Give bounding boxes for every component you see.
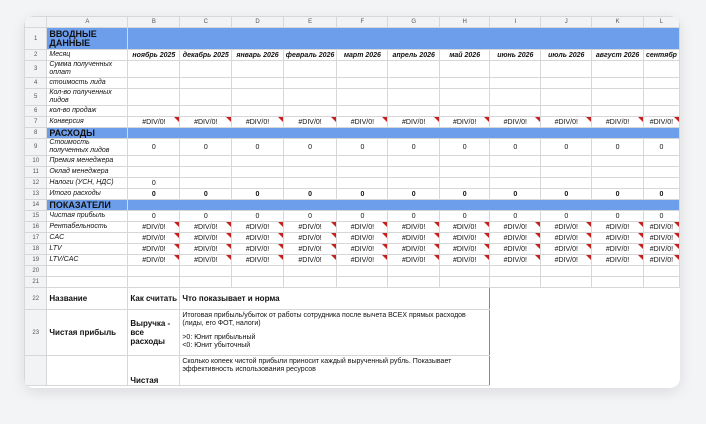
error-cell[interactable]: #DIV/0! bbox=[283, 255, 337, 266]
sheet-row bbox=[25, 211, 680, 222]
value-cell[interactable] bbox=[283, 156, 337, 167]
value-cell[interactable] bbox=[439, 106, 489, 117]
value-cell[interactable] bbox=[128, 106, 180, 117]
month-header-cell[interactable]: декабрь 2025 bbox=[180, 50, 232, 61]
section-header[interactable]: РАСХОДЫ bbox=[47, 128, 128, 139]
error-cell[interactable]: #DIV/0! bbox=[388, 117, 440, 128]
value-cell[interactable]: 0 bbox=[439, 139, 489, 156]
value-cell[interactable]: 0 bbox=[490, 211, 541, 222]
column-header-l[interactable]: L bbox=[643, 17, 679, 28]
row-number[interactable]: 13 bbox=[25, 189, 47, 200]
desc-line: <0: Юнит убыточный bbox=[182, 342, 251, 349]
value-cell[interactable] bbox=[541, 178, 592, 189]
cell[interactable] bbox=[490, 266, 541, 277]
error-cell[interactable]: #DIV/0! bbox=[643, 222, 679, 233]
error-cell[interactable]: #DIV/0! bbox=[439, 244, 489, 255]
value-cell[interactable]: 0 bbox=[541, 211, 592, 222]
value-cell[interactable]: 0 bbox=[592, 211, 644, 222]
row-number[interactable] bbox=[25, 356, 47, 386]
value-cell[interactable] bbox=[180, 167, 232, 178]
error-cell[interactable]: #DIV/0! bbox=[490, 233, 541, 244]
column-header-a[interactable]: A bbox=[47, 17, 128, 28]
row-number[interactable]: 14 bbox=[25, 200, 47, 211]
legend-header-how[interactable]: Как считать bbox=[128, 288, 180, 310]
row-number[interactable]: 20 bbox=[25, 266, 47, 277]
error-cell[interactable]: #DIV/0! bbox=[439, 255, 489, 266]
value-cell[interactable] bbox=[490, 78, 541, 89]
row-label[interactable]: стоимость лида bbox=[47, 78, 128, 89]
error-cell[interactable]: #DIV/0! bbox=[232, 233, 284, 244]
month-header-cell[interactable]: март 2026 bbox=[337, 50, 388, 61]
value-cell[interactable] bbox=[490, 167, 541, 178]
value-cell[interactable] bbox=[592, 89, 644, 106]
value-cell[interactable] bbox=[592, 178, 644, 189]
value-cell[interactable]: 0 bbox=[180, 211, 232, 222]
value-cell[interactable] bbox=[128, 61, 180, 78]
value-cell[interactable] bbox=[592, 106, 644, 117]
value-cell[interactable]: 0 bbox=[232, 139, 284, 156]
value-cell[interactable] bbox=[541, 156, 592, 167]
value-cell[interactable] bbox=[180, 156, 232, 167]
value-cell[interactable]: 0 bbox=[643, 189, 679, 200]
value-cell[interactable] bbox=[180, 178, 232, 189]
value-cell[interactable] bbox=[337, 61, 388, 78]
cell[interactable] bbox=[180, 266, 232, 277]
error-cell[interactable]: #DIV/0! bbox=[180, 255, 232, 266]
row-number[interactable]: 12 bbox=[25, 178, 47, 189]
cell[interactable] bbox=[337, 266, 388, 277]
error-cell[interactable]: #DIV/0! bbox=[490, 222, 541, 233]
error-cell[interactable]: #DIV/0! bbox=[643, 117, 679, 128]
value-cell[interactable]: 0 bbox=[128, 189, 180, 200]
column-header-row bbox=[25, 17, 680, 28]
error-cell[interactable]: #DIV/0! bbox=[541, 222, 592, 233]
value-cell[interactable] bbox=[541, 106, 592, 117]
row-label[interactable]: Стоимость полученных лидов bbox=[47, 139, 128, 156]
select-all-corner[interactable] bbox=[25, 17, 47, 28]
error-cell[interactable]: #DIV/0! bbox=[388, 255, 440, 266]
section-band[interactable] bbox=[128, 128, 680, 139]
sheet-row bbox=[25, 128, 680, 139]
legend-metric-how[interactable]: Выручка - все расходы bbox=[128, 310, 180, 356]
error-cell[interactable]: #DIV/0! bbox=[128, 244, 180, 255]
value-cell[interactable]: 0 bbox=[541, 189, 592, 200]
row-label[interactable]: кол-во продаж bbox=[47, 106, 128, 117]
cell[interactable] bbox=[283, 277, 337, 288]
error-cell[interactable]: #DIV/0! bbox=[232, 255, 284, 266]
sheet-row bbox=[25, 28, 680, 50]
cell[interactable] bbox=[128, 266, 180, 277]
row-label[interactable]: LTV/CAC bbox=[47, 255, 128, 266]
value-cell[interactable] bbox=[232, 167, 284, 178]
value-cell[interactable] bbox=[232, 61, 284, 78]
column-header-f[interactable]: F bbox=[337, 17, 388, 28]
error-cell[interactable]: #DIV/0! bbox=[180, 222, 232, 233]
month-header-cell[interactable]: август 2026 bbox=[592, 50, 644, 61]
value-cell[interactable] bbox=[283, 78, 337, 89]
error-cell[interactable]: #DIV/0! bbox=[180, 117, 232, 128]
row-label[interactable]: Чистая прибыль bbox=[47, 211, 128, 222]
cell[interactable] bbox=[643, 277, 679, 288]
cell[interactable] bbox=[128, 277, 180, 288]
value-cell[interactable]: 0 bbox=[388, 189, 440, 200]
value-cell[interactable] bbox=[592, 78, 644, 89]
error-cell[interactable]: #DIV/0! bbox=[128, 233, 180, 244]
error-cell[interactable]: #DIV/0! bbox=[180, 244, 232, 255]
cell[interactable] bbox=[439, 266, 489, 277]
value-cell[interactable] bbox=[643, 178, 679, 189]
error-cell[interactable]: #DIV/0! bbox=[643, 233, 679, 244]
row-number[interactable]: 15 bbox=[25, 211, 47, 222]
spreadsheet-card bbox=[24, 16, 680, 388]
column-header-k[interactable]: K bbox=[592, 17, 644, 28]
legend-metric-how[interactable]: Чистая bbox=[128, 356, 180, 386]
value-cell[interactable] bbox=[388, 78, 440, 89]
value-cell[interactable] bbox=[180, 89, 232, 106]
value-cell[interactable] bbox=[541, 78, 592, 89]
error-cell[interactable]: #DIV/0! bbox=[541, 244, 592, 255]
row-number[interactable]: 9 bbox=[25, 139, 47, 156]
cell[interactable] bbox=[388, 277, 440, 288]
value-cell[interactable] bbox=[490, 61, 541, 78]
value-cell[interactable] bbox=[643, 78, 679, 89]
row-label[interactable]: Налоги (УСН, НДС) bbox=[47, 178, 128, 189]
value-cell[interactable] bbox=[643, 106, 679, 117]
value-cell[interactable] bbox=[643, 61, 679, 78]
cell[interactable] bbox=[180, 277, 232, 288]
error-cell[interactable]: #DIV/0! bbox=[592, 255, 644, 266]
value-cell[interactable] bbox=[388, 167, 440, 178]
month-header-cell[interactable]: июнь 2026 bbox=[490, 50, 541, 61]
legend-metric-name[interactable] bbox=[47, 356, 128, 386]
row-number[interactable]: 19 bbox=[25, 255, 47, 266]
legend-header-shows[interactable]: Что показывает и норма bbox=[180, 288, 490, 310]
value-cell[interactable]: 0 bbox=[128, 178, 180, 189]
error-cell[interactable]: #DIV/0! bbox=[337, 222, 388, 233]
value-cell[interactable]: 0 bbox=[232, 189, 284, 200]
legend-block bbox=[25, 288, 680, 386]
error-cell[interactable]: #DIV/0! bbox=[337, 117, 388, 128]
value-cell[interactable] bbox=[388, 61, 440, 78]
section-header[interactable]: ВВОДНЫЕ ДАННЫЕ bbox=[47, 28, 128, 50]
column-header-i[interactable]: I bbox=[490, 17, 541, 28]
row-label[interactable]: Сумма полученных оплат bbox=[47, 61, 128, 78]
error-cell[interactable]: #DIV/0! bbox=[232, 222, 284, 233]
value-cell[interactable] bbox=[128, 167, 180, 178]
value-cell[interactable] bbox=[232, 156, 284, 167]
row-label[interactable] bbox=[47, 266, 128, 277]
sheet-row bbox=[25, 266, 680, 277]
value-cell[interactable]: 0 bbox=[490, 139, 541, 156]
row-number[interactable]: 11 bbox=[25, 167, 47, 178]
sheet-row bbox=[25, 117, 680, 128]
sheet-row bbox=[25, 222, 680, 233]
error-cell[interactable]: #DIV/0! bbox=[490, 255, 541, 266]
value-cell[interactable] bbox=[232, 106, 284, 117]
value-cell[interactable] bbox=[337, 167, 388, 178]
sheet-row bbox=[25, 255, 680, 266]
value-cell[interactable] bbox=[128, 89, 180, 106]
error-cell[interactable]: #DIV/0! bbox=[337, 233, 388, 244]
sheet-row bbox=[25, 178, 680, 189]
error-cell[interactable]: #DIV/0! bbox=[643, 244, 679, 255]
section-band[interactable] bbox=[128, 28, 680, 50]
error-cell[interactable]: #DIV/0! bbox=[337, 244, 388, 255]
legend-metric-name[interactable]: Чистая прибыль bbox=[47, 310, 128, 356]
value-cell[interactable] bbox=[592, 61, 644, 78]
sheet-row bbox=[25, 277, 680, 288]
error-cell[interactable]: #DIV/0! bbox=[388, 244, 440, 255]
row-number[interactable]: 21 bbox=[25, 277, 47, 288]
blank-area bbox=[490, 288, 680, 310]
value-cell[interactable] bbox=[439, 178, 489, 189]
value-cell[interactable]: 0 bbox=[337, 139, 388, 156]
error-cell[interactable]: #DIV/0! bbox=[283, 244, 337, 255]
row-label[interactable]: Оклад менеджера bbox=[47, 167, 128, 178]
sheet-row bbox=[25, 200, 680, 211]
value-cell[interactable] bbox=[490, 106, 541, 117]
row-label[interactable]: Месяц bbox=[47, 50, 128, 61]
month-header-cell[interactable]: сентябр bbox=[643, 50, 679, 61]
value-cell[interactable]: 0 bbox=[643, 139, 679, 156]
value-cell[interactable]: 0 bbox=[592, 139, 644, 156]
spreadsheet-grid bbox=[24, 16, 680, 386]
error-cell[interactable]: #DIV/0! bbox=[490, 244, 541, 255]
value-cell[interactable] bbox=[388, 178, 440, 189]
error-cell[interactable]: #DIV/0! bbox=[283, 222, 337, 233]
value-cell[interactable] bbox=[439, 78, 489, 89]
month-header-cell[interactable]: ноябрь 2025 bbox=[128, 50, 180, 61]
value-cell[interactable]: 0 bbox=[180, 139, 232, 156]
cell[interactable] bbox=[592, 277, 644, 288]
value-cell[interactable] bbox=[490, 156, 541, 167]
value-cell[interactable] bbox=[337, 89, 388, 106]
value-cell[interactable] bbox=[490, 178, 541, 189]
sheet-row bbox=[25, 139, 680, 156]
value-cell[interactable]: 0 bbox=[490, 189, 541, 200]
value-cell[interactable] bbox=[283, 89, 337, 106]
error-cell[interactable]: #DIV/0! bbox=[439, 117, 489, 128]
row-label[interactable]: Конверсия bbox=[47, 117, 128, 128]
error-cell[interactable]: #DIV/0! bbox=[541, 117, 592, 128]
cell[interactable] bbox=[232, 277, 284, 288]
value-cell[interactable] bbox=[592, 156, 644, 167]
value-cell[interactable] bbox=[232, 89, 284, 106]
row-number[interactable]: 23 bbox=[25, 310, 47, 356]
value-cell[interactable]: 0 bbox=[388, 211, 440, 222]
column-header-b[interactable]: B bbox=[128, 17, 180, 28]
value-cell[interactable] bbox=[180, 61, 232, 78]
row-label[interactable]: Итого расходы bbox=[47, 189, 128, 200]
blank-area bbox=[490, 356, 680, 386]
error-cell[interactable]: #DIV/0! bbox=[283, 117, 337, 128]
error-cell[interactable]: #DIV/0! bbox=[232, 117, 284, 128]
row-label[interactable]: Премия менеджера bbox=[47, 156, 128, 167]
cell[interactable] bbox=[337, 277, 388, 288]
section-band[interactable] bbox=[128, 200, 680, 211]
column-header-g[interactable]: G bbox=[388, 17, 440, 28]
row-number[interactable]: 3 bbox=[25, 61, 47, 78]
error-cell[interactable]: #DIV/0! bbox=[283, 233, 337, 244]
value-cell[interactable] bbox=[232, 78, 284, 89]
error-cell[interactable]: #DIV/0! bbox=[541, 233, 592, 244]
value-cell[interactable] bbox=[439, 89, 489, 106]
value-cell[interactable] bbox=[439, 167, 489, 178]
month-header-cell[interactable]: апрель 2026 bbox=[388, 50, 440, 61]
row-number[interactable]: 4 bbox=[25, 78, 47, 89]
value-cell[interactable] bbox=[337, 156, 388, 167]
cell[interactable] bbox=[592, 266, 644, 277]
value-cell[interactable] bbox=[388, 106, 440, 117]
value-cell[interactable] bbox=[337, 78, 388, 89]
legend-header-name[interactable]: Название bbox=[47, 288, 128, 310]
row-number[interactable]: 16 bbox=[25, 222, 47, 233]
value-cell[interactable] bbox=[541, 167, 592, 178]
error-cell[interactable]: #DIV/0! bbox=[128, 117, 180, 128]
desc-line: Итоговая прибыль/убыток от работы сотрудника после вычета ВСЕХ прямых расходов (лиды, его ФОТ, налоги) bbox=[182, 312, 466, 327]
row-number[interactable]: 6 bbox=[25, 106, 47, 117]
column-header-d[interactable]: D bbox=[232, 17, 284, 28]
value-cell[interactable]: 0 bbox=[128, 211, 180, 222]
value-cell[interactable] bbox=[232, 178, 284, 189]
value-cell[interactable]: 0 bbox=[232, 211, 284, 222]
row-label[interactable]: Кол-во полученных лидов bbox=[47, 89, 128, 106]
value-cell[interactable] bbox=[388, 156, 440, 167]
error-cell[interactable]: #DIV/0! bbox=[541, 255, 592, 266]
row-number[interactable]: 8 bbox=[25, 128, 47, 139]
row-number[interactable]: 1 bbox=[25, 28, 47, 50]
row-number[interactable]: 5 bbox=[25, 89, 47, 106]
value-cell[interactable]: 0 bbox=[388, 139, 440, 156]
value-cell[interactable]: 0 bbox=[439, 211, 489, 222]
value-cell[interactable] bbox=[283, 178, 337, 189]
value-cell[interactable]: 0 bbox=[541, 139, 592, 156]
value-cell[interactable] bbox=[180, 78, 232, 89]
value-cell[interactable] bbox=[283, 106, 337, 117]
value-cell[interactable] bbox=[128, 78, 180, 89]
row-number[interactable]: 2 bbox=[25, 50, 47, 61]
value-cell[interactable]: 0 bbox=[283, 211, 337, 222]
error-cell[interactable]: #DIV/0! bbox=[439, 233, 489, 244]
value-cell[interactable]: 0 bbox=[180, 189, 232, 200]
month-header-cell[interactable]: февраль 2026 bbox=[283, 50, 337, 61]
error-cell[interactable]: #DIV/0! bbox=[439, 222, 489, 233]
row-label[interactable] bbox=[47, 277, 128, 288]
row-label[interactable]: LTV bbox=[47, 244, 128, 255]
value-cell[interactable]: 0 bbox=[643, 211, 679, 222]
sheet-row bbox=[25, 189, 680, 200]
cell[interactable] bbox=[232, 266, 284, 277]
value-cell[interactable]: 0 bbox=[337, 211, 388, 222]
month-header-cell[interactable]: июль 2026 bbox=[541, 50, 592, 61]
error-cell[interactable]: #DIV/0! bbox=[128, 222, 180, 233]
cell[interactable] bbox=[439, 277, 489, 288]
cell[interactable] bbox=[490, 277, 541, 288]
value-cell[interactable] bbox=[643, 167, 679, 178]
sheet-row bbox=[25, 167, 680, 178]
value-cell[interactable] bbox=[439, 61, 489, 78]
sheet-row bbox=[25, 106, 680, 117]
value-cell[interactable]: 0 bbox=[592, 189, 644, 200]
cell[interactable] bbox=[283, 266, 337, 277]
value-cell[interactable] bbox=[592, 167, 644, 178]
blank-area bbox=[490, 310, 680, 356]
error-cell[interactable]: #DIV/0! bbox=[643, 255, 679, 266]
value-cell[interactable] bbox=[388, 89, 440, 106]
error-cell[interactable]: #DIV/0! bbox=[128, 255, 180, 266]
error-cell[interactable]: #DIV/0! bbox=[592, 117, 644, 128]
error-cell[interactable]: #DIV/0! bbox=[592, 244, 644, 255]
value-cell[interactable] bbox=[337, 178, 388, 189]
value-cell[interactable] bbox=[541, 61, 592, 78]
value-cell[interactable] bbox=[283, 167, 337, 178]
column-header-h[interactable]: H bbox=[439, 17, 489, 28]
sheet-row bbox=[25, 244, 680, 255]
value-cell[interactable] bbox=[337, 106, 388, 117]
value-cell[interactable] bbox=[283, 61, 337, 78]
column-header-j[interactable]: J bbox=[541, 17, 592, 28]
sheet-row bbox=[25, 156, 680, 167]
value-cell[interactable]: 0 bbox=[283, 139, 337, 156]
error-cell[interactable]: #DIV/0! bbox=[180, 233, 232, 244]
value-cell[interactable]: 0 bbox=[337, 189, 388, 200]
month-header-cell[interactable]: май 2026 bbox=[439, 50, 489, 61]
error-cell[interactable]: #DIV/0! bbox=[388, 233, 440, 244]
value-cell[interactable] bbox=[490, 89, 541, 106]
value-cell[interactable]: 0 bbox=[439, 189, 489, 200]
month-header-cell[interactable]: январь 2026 bbox=[232, 50, 284, 61]
value-cell[interactable] bbox=[180, 106, 232, 117]
error-cell[interactable]: #DIV/0! bbox=[388, 222, 440, 233]
cell[interactable] bbox=[388, 266, 440, 277]
cell[interactable] bbox=[643, 266, 679, 277]
sheet-row bbox=[25, 61, 680, 78]
sheet-row bbox=[25, 233, 680, 244]
value-cell[interactable]: 0 bbox=[283, 189, 337, 200]
error-cell[interactable]: #DIV/0! bbox=[592, 233, 644, 244]
column-header-c[interactable]: C bbox=[180, 17, 232, 28]
legend-metric-description[interactable]: Сколько копеек чистой прибыли приносит каждый вырученный рубль. Показывает эффективность использования ресурсов bbox=[180, 356, 490, 386]
cell[interactable] bbox=[541, 266, 592, 277]
error-cell[interactable]: #DIV/0! bbox=[490, 117, 541, 128]
desc-line: >0: Юнит прибыльный bbox=[182, 334, 256, 341]
section-header[interactable]: ПОКАЗАТЕЛИ bbox=[47, 200, 128, 211]
row-number[interactable]: 22 bbox=[25, 288, 47, 310]
cell[interactable] bbox=[541, 277, 592, 288]
value-cell[interactable]: 0 bbox=[128, 139, 180, 156]
row-number[interactable]: 10 bbox=[25, 156, 47, 167]
row-label[interactable]: Рентабельность bbox=[47, 222, 128, 233]
value-cell[interactable] bbox=[128, 156, 180, 167]
column-header-e[interactable]: E bbox=[283, 17, 337, 28]
value-cell[interactable] bbox=[541, 89, 592, 106]
error-cell[interactable]: #DIV/0! bbox=[232, 244, 284, 255]
value-cell[interactable] bbox=[643, 89, 679, 106]
sheet-row bbox=[25, 89, 680, 106]
row-number[interactable]: 18 bbox=[25, 244, 47, 255]
legend-metric-description[interactable] bbox=[180, 310, 490, 356]
sheet-row bbox=[25, 50, 680, 61]
row-label[interactable]: CAC bbox=[47, 233, 128, 244]
error-cell[interactable]: #DIV/0! bbox=[337, 255, 388, 266]
sheet-row bbox=[25, 78, 680, 89]
row-number[interactable]: 7 bbox=[25, 117, 47, 128]
value-cell[interactable] bbox=[439, 156, 489, 167]
row-number[interactable]: 17 bbox=[25, 233, 47, 244]
error-cell[interactable]: #DIV/0! bbox=[592, 222, 644, 233]
value-cell[interactable] bbox=[643, 156, 679, 167]
